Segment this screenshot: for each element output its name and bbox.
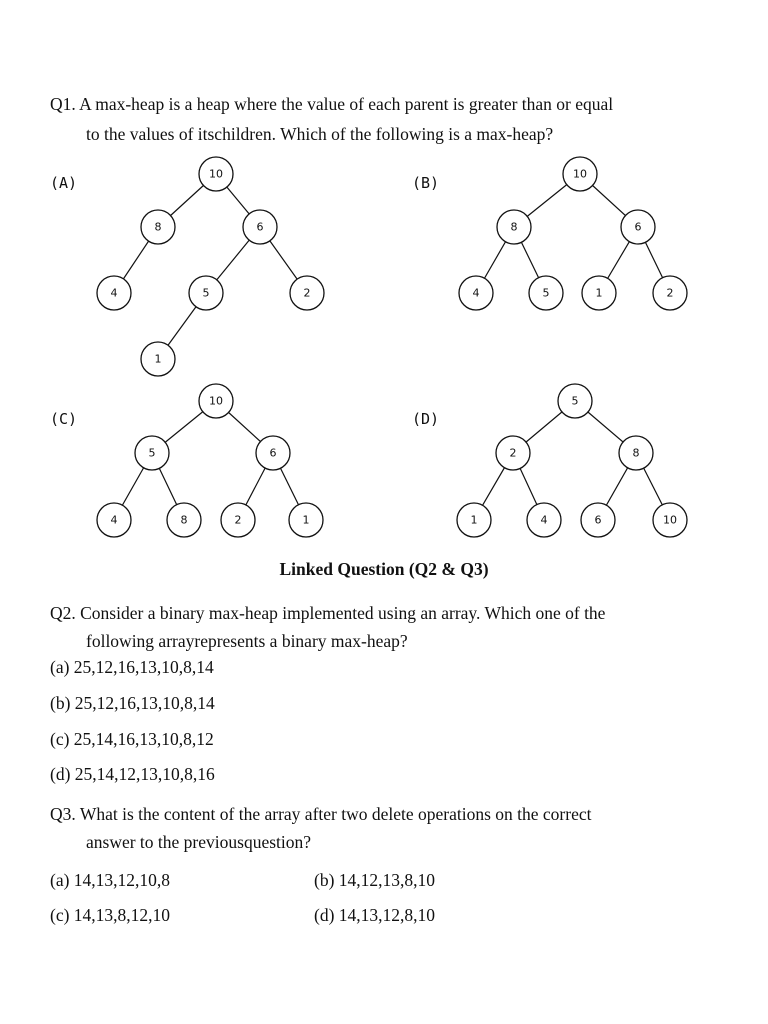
option-d-label: (D) xyxy=(412,410,440,428)
tree-d-node xyxy=(653,503,687,537)
svg-text:8: 8 xyxy=(180,513,188,527)
q2-option-d: (d) 25,14,12,13,10,8,16 xyxy=(50,764,215,784)
q2-line2: following arrayrepresents a binary max-heap? xyxy=(86,631,408,651)
tree-c-node xyxy=(221,503,255,537)
svg-text:2: 2 xyxy=(234,513,242,527)
tree-d-node xyxy=(527,503,561,537)
tree-c-node xyxy=(199,384,233,418)
svg-text:6: 6 xyxy=(269,446,277,460)
q3-line2: answer to the previousquestion? xyxy=(86,832,312,852)
tree-a-node xyxy=(189,276,223,310)
q1-line1: Q1. A max-heap is a heap where the value of each parent is greater than or equal xyxy=(50,94,614,114)
svg-text:1: 1 xyxy=(154,352,162,366)
q3-line1: Q3. What is the content of the array after two delete operations on the correct xyxy=(50,804,592,824)
tree-d-node xyxy=(496,436,530,470)
svg-text:4: 4 xyxy=(110,513,118,527)
svg-text:6: 6 xyxy=(256,220,264,234)
q2-line1: Q2. Consider a binary max-heap implemented using an array. Which one of the xyxy=(50,603,606,623)
tree-c-node xyxy=(256,436,290,470)
q2-option-c: (c) 25,14,16,13,10,8,12 xyxy=(50,729,214,749)
q2-option-b: (b) 25,12,16,13,10,8,14 xyxy=(50,693,215,713)
tree-b-node xyxy=(621,210,655,244)
svg-text:8: 8 xyxy=(632,446,640,460)
q2-option-a: (a) 25,12,16,13,10,8,14 xyxy=(50,657,214,677)
q3-option-b: (b) 14,12,13,8,10 xyxy=(314,870,436,890)
tree-b-node xyxy=(497,210,531,244)
svg-text:4: 4 xyxy=(472,286,480,300)
svg-text:5: 5 xyxy=(148,446,156,460)
svg-text:10: 10 xyxy=(573,167,587,181)
q3-option-d: (d) 14,13,12,8,10 xyxy=(314,905,436,925)
svg-text:1: 1 xyxy=(470,513,478,527)
tree-a-node xyxy=(141,342,175,376)
tree-c-node xyxy=(289,503,323,537)
tree-b-node xyxy=(529,276,563,310)
svg-text:2: 2 xyxy=(303,286,311,300)
tree-d-node xyxy=(558,384,592,418)
q3-option-a: (a) 14,13,12,10,8 xyxy=(50,870,171,890)
svg-text:5: 5 xyxy=(542,286,550,300)
tree-a-node xyxy=(199,157,233,191)
tree-d-node xyxy=(619,436,653,470)
tree-b-node xyxy=(459,276,493,310)
svg-text:10: 10 xyxy=(209,167,223,181)
tree-d xyxy=(457,384,687,537)
tree-b-node xyxy=(563,157,597,191)
tree-a xyxy=(97,157,324,376)
svg-text:2: 2 xyxy=(509,446,517,460)
svg-text:10: 10 xyxy=(209,394,223,408)
svg-text:1: 1 xyxy=(595,286,603,300)
option-a-label: (A) xyxy=(50,174,78,192)
tree-b xyxy=(459,157,687,310)
option-b-label: (B) xyxy=(412,174,440,192)
linked-question-heading: Linked Question (Q2 & Q3) xyxy=(279,559,489,579)
tree-a-node xyxy=(243,210,277,244)
tree-b-node xyxy=(653,276,687,310)
svg-text:6: 6 xyxy=(634,220,642,234)
option-c-label: (C) xyxy=(50,410,78,428)
q3-option-c: (c) 14,13,8,12,10 xyxy=(50,905,171,925)
tree-c-node xyxy=(135,436,169,470)
tree-d-node xyxy=(581,503,615,537)
svg-text:6: 6 xyxy=(594,513,602,527)
svg-text:10: 10 xyxy=(663,513,677,527)
svg-text:5: 5 xyxy=(571,394,579,408)
tree-c-node xyxy=(167,503,201,537)
tree-b-node xyxy=(582,276,616,310)
svg-text:4: 4 xyxy=(110,286,118,300)
svg-text:8: 8 xyxy=(510,220,518,234)
svg-text:1: 1 xyxy=(302,513,310,527)
q1-line2: to the values of itschildren. Which of the following is a max-heap? xyxy=(86,124,554,144)
svg-text:2: 2 xyxy=(666,286,674,300)
svg-text:8: 8 xyxy=(154,220,162,234)
tree-a-node xyxy=(97,276,131,310)
svg-text:4: 4 xyxy=(540,513,548,527)
tree-c-node xyxy=(97,503,131,537)
tree-c xyxy=(97,384,323,537)
svg-text:5: 5 xyxy=(202,286,210,300)
tree-d-node xyxy=(457,503,491,537)
tree-a-node xyxy=(290,276,324,310)
tree-a-node xyxy=(141,210,175,244)
